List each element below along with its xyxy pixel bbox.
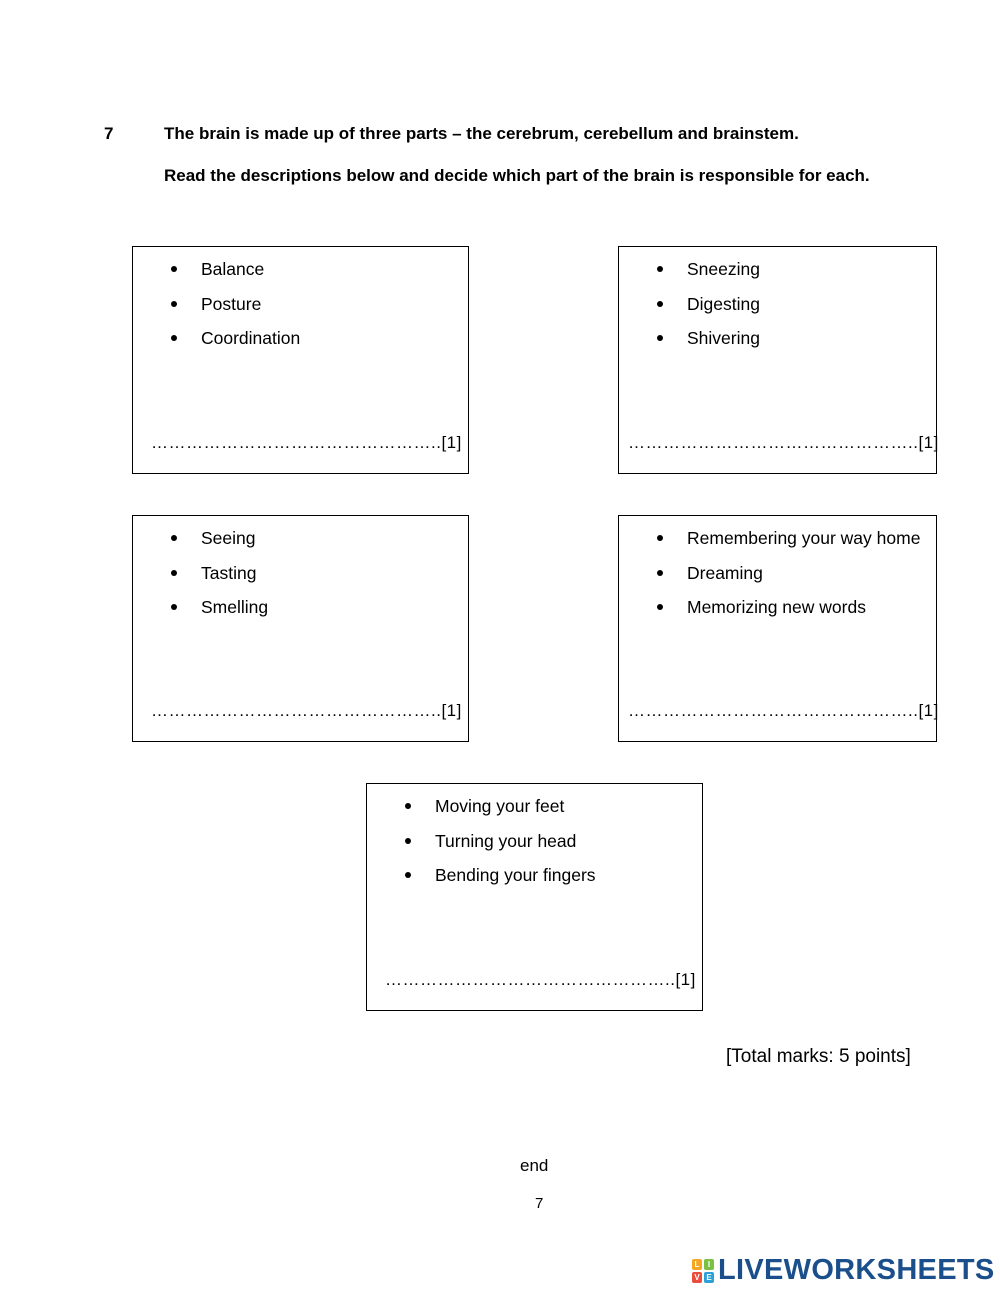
bullet-icon	[657, 535, 663, 541]
bullet-icon	[405, 803, 411, 809]
list-item: Digesting	[657, 294, 760, 329]
description-list	[657, 259, 760, 363]
answer-input-1[interactable]	[151, 431, 451, 453]
description-box-5	[366, 783, 703, 1011]
description-list	[657, 528, 920, 632]
list-item: Dreaming	[657, 563, 920, 598]
description-box-4	[618, 515, 937, 742]
bullet-icon	[405, 838, 411, 844]
list-item: Moving your feet	[405, 796, 596, 831]
logo-text: LIVEWORKSHEETS	[718, 1254, 995, 1286]
logo-letter: I	[704, 1259, 714, 1270]
logo-letter: L	[692, 1259, 702, 1270]
question-text: The brain is made up of three parts – the cerebrum, cerebellum and brainstem.	[164, 124, 799, 143]
answer-input-5[interactable]	[385, 968, 685, 990]
description-list	[171, 528, 268, 632]
list-item: Turning your head	[405, 831, 596, 866]
question-number: 7	[104, 124, 114, 143]
bullet-icon	[657, 570, 663, 576]
bullet-icon	[171, 570, 177, 576]
list-item: Balance	[171, 259, 300, 294]
bullet-icon	[657, 266, 663, 272]
question-instruction: Read the descriptions below and decide which part of the brain is responsible for each.	[164, 166, 870, 185]
list-item: Shivering	[657, 328, 760, 363]
answer-line: …………………………………………..[1]	[385, 970, 696, 989]
end-text: end	[520, 1156, 549, 1175]
list-item: Memorizing new words	[657, 597, 920, 632]
list-item: Tasting	[171, 563, 268, 598]
bullet-icon	[657, 335, 663, 341]
list-item: Remembering your way home	[657, 528, 920, 563]
total-marks: [Total marks: 5 points]	[726, 1046, 911, 1067]
list-item: Smelling	[171, 597, 268, 632]
description-box-3	[132, 515, 469, 742]
bullet-icon	[171, 604, 177, 610]
answer-line: …………………………………………..[1]	[151, 701, 462, 720]
bullet-icon	[171, 301, 177, 307]
page-number: 7	[535, 1195, 544, 1212]
answer-input-4[interactable]	[628, 699, 928, 721]
bullet-icon	[405, 872, 411, 878]
list-item: Bending your fingers	[405, 865, 596, 900]
answer-input-3[interactable]	[151, 699, 451, 721]
logo-letter: V	[692, 1272, 702, 1283]
bullet-icon	[657, 604, 663, 610]
bullet-icon	[171, 266, 177, 272]
description-list	[405, 796, 596, 900]
liveworksheets-logo	[692, 1254, 995, 1287]
answer-line: …………………………………………..[1]	[151, 433, 462, 452]
bullet-icon	[171, 535, 177, 541]
answer-line: …………………………………………..[1]	[628, 701, 939, 720]
list-item: Coordination	[171, 328, 300, 363]
bullet-icon	[171, 335, 177, 341]
description-list	[171, 259, 300, 363]
bullet-icon	[657, 301, 663, 307]
description-box-2	[618, 246, 937, 474]
logo-grid-icon	[692, 1259, 714, 1283]
answer-line: …………………………………………..[1]	[628, 433, 939, 452]
list-item: Posture	[171, 294, 300, 329]
answer-input-2[interactable]	[628, 431, 928, 453]
list-item: Sneezing	[657, 259, 760, 294]
description-box-1	[132, 246, 469, 474]
list-item: Seeing	[171, 528, 268, 563]
logo-letter: E	[704, 1272, 714, 1283]
